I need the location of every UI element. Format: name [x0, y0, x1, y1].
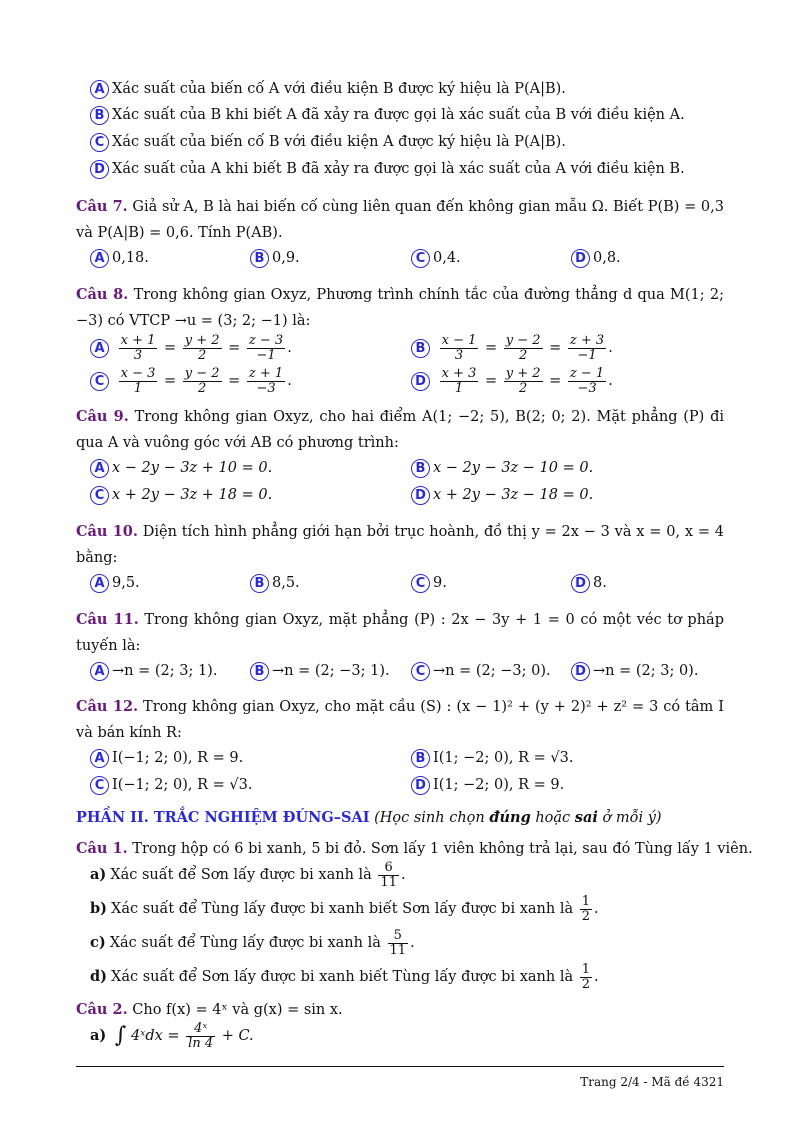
q9-option-a[interactable]	[90, 458, 272, 478]
fraction: $\frac{z + 1}{-3}$	[248, 365, 284, 396]
option-badge: A	[90, 749, 109, 768]
option-badge: D	[411, 776, 430, 795]
q12-option-a[interactable]	[90, 748, 243, 768]
p2q2-item-a[interactable]	[90, 1018, 254, 1054]
fraction: $\frac{x - 3}{1}$	[120, 365, 156, 396]
fraction: $\frac{5}{11}$	[389, 927, 407, 958]
option-text: I(−1; 2; 0), R = 9.	[112, 750, 244, 766]
q7-stem	[76, 194, 724, 246]
p2q2-stem	[76, 1001, 724, 1019]
option-text: x + 2y − 3z + 18 = 0.	[112, 487, 273, 503]
option-badge: B	[411, 749, 430, 768]
option-badge: B	[90, 106, 109, 125]
option-badge: B	[250, 662, 269, 681]
option-badge: B	[250, 574, 269, 593]
option-badge: A	[90, 80, 109, 99]
option-text: I(1; −2; 0), R = √3.	[433, 750, 574, 766]
q9-option-d[interactable]	[411, 485, 593, 505]
item-text: Xác suất để Tùng lấy được bi xanh biết Sơn lấy được bi xanh là	[111, 901, 574, 917]
option-badge: C	[90, 133, 109, 152]
question-text: Trong không gian Oxyz, cho mặt cầu (S) : (x − 1)² + (y + 2)² + z² = 3 có tâm I và bán kính R:	[76, 699, 724, 741]
q12-option-d[interactable]	[411, 775, 564, 795]
option-text: 0,18.	[112, 250, 149, 266]
option-badge: D	[571, 574, 590, 593]
q9-option-b[interactable]	[411, 458, 593, 478]
question-label: Câu 11.	[76, 611, 139, 628]
option-text: 9.	[433, 575, 447, 591]
fraction: $\frac{y + 2}{2}$	[505, 365, 541, 396]
section-title: PHẦN II. TRẮC NGHIỆM ĐÚNG–SAI	[76, 809, 370, 826]
q7-option-c[interactable]	[411, 248, 461, 268]
option-text: x − 2y − 3z + 10 = 0.	[112, 460, 273, 476]
fraction: $\frac{1}{2}$	[581, 893, 590, 924]
option-badge: C	[411, 574, 430, 593]
question-text: Trong không gian Oxyz, mặt phẳng (P) : 2x − 3y + 1 = 0 có một véc tơ pháp tuyến là:	[76, 612, 724, 654]
q6-option-b[interactable]	[90, 105, 685, 125]
option-badge: D	[571, 662, 590, 681]
option-badge: D	[571, 249, 590, 268]
option-text: 8,5.	[272, 575, 300, 591]
fraction: $\frac{x + 1}{3}$	[120, 332, 156, 363]
q8-option-c[interactable]: C $\frac{x - 3}{1}$ = $\frac{y - 2}{2}$ = $\frac{z + 1}{-3}$ .	[90, 361, 292, 401]
q8-option-d[interactable]: D $\frac{x + 3}{1}$ = $\frac{y + 2}{2}$ = $\frac{z - 1}{-3}$ .	[411, 361, 613, 401]
q11-option-b[interactable]	[250, 661, 390, 681]
option-text: Xác suất của biến cố A với điều kiện B được ký hiệu là P(A|B).	[112, 81, 566, 97]
question-text: Giả sử A, B là hai biến cố cùng liên quan đến không gian mẫu Ω. Biết P(B) = 0,3 và P(A|B) = 0,6. Tính P(AB).	[76, 199, 724, 241]
q7-option-a[interactable]	[90, 248, 149, 268]
fraction: $\frac{1}{2}$	[581, 961, 590, 992]
option-text: →n = (2; −3; 0).	[433, 663, 551, 679]
q10-option-d[interactable]	[571, 573, 607, 593]
option-badge: B	[411, 459, 430, 478]
option-text: x − 2y − 3z − 10 = 0.	[433, 460, 594, 476]
q11-option-a[interactable]	[90, 661, 217, 681]
q7-option-b[interactable]	[250, 248, 300, 268]
q12-option-c[interactable]	[90, 775, 252, 795]
q10-option-a[interactable]	[90, 573, 140, 593]
option-badge: D	[411, 372, 430, 391]
q10-option-b[interactable]	[250, 573, 300, 593]
question-label: Câu 1.	[76, 840, 128, 857]
question-text: Diện tích hình phẳng giới hạn bởi trục hoành, đồ thị y = 2x − 3 và x = 0, x = 4 bằng:	[76, 524, 724, 566]
option-text: x + 2y − 3z − 18 = 0.	[433, 487, 594, 503]
item-text: Xác suất để Sơn lấy được bi xanh là	[110, 867, 372, 883]
q6-option-d[interactable]	[90, 159, 685, 179]
item-text: Xác suất để Tùng lấy được bi xanh là	[109, 935, 381, 951]
q6-option-c[interactable]	[90, 132, 566, 152]
p2q1-item-a[interactable]: a) Xác suất để Sơn lấy được bi xanh là $\frac{6}{11}$ .	[90, 859, 406, 890]
q8-option-a[interactable]: A $\frac{x + 1}{3}$ = $\frac{y + 2}{2}$ = $\frac{z - 3}{-1}$ .	[90, 328, 292, 368]
option-text: Xác suất của biến cố B với điều kiện A được ký hiệu là P(A|B).	[112, 134, 566, 150]
option-text: I(1; −2; 0), R = 9.	[433, 777, 565, 793]
q11-stem	[76, 607, 724, 659]
option-badge: A	[90, 339, 109, 358]
option-text: I(−1; 2; 0), R = √3.	[112, 777, 253, 793]
option-text: Xác suất của B khi biết A đã xảy ra được gọi là xác suất của B với điều kiện A.	[112, 107, 685, 123]
footer-divider	[76, 1066, 724, 1067]
option-badge: C	[90, 776, 109, 795]
option-badge: B	[250, 249, 269, 268]
part2-heading	[76, 809, 724, 827]
question-label: Câu 8.	[76, 286, 129, 303]
item-key: a)	[90, 1027, 107, 1044]
option-text: 0,8.	[593, 250, 621, 266]
option-badge: A	[90, 574, 109, 593]
item-key: a)	[90, 866, 107, 883]
integral-sign: ∫	[114, 1023, 127, 1048]
question-label: Câu 2.	[76, 1001, 128, 1018]
option-badge: C	[90, 372, 109, 391]
option-text: 0,4.	[433, 250, 461, 266]
q9-option-c[interactable]	[90, 485, 272, 505]
item-key: b)	[90, 900, 107, 917]
item-key: d)	[90, 968, 107, 985]
fraction: $\frac{y - 2}{2}$	[184, 365, 220, 396]
question-label: Câu 7.	[76, 198, 128, 215]
q12-stem	[76, 694, 724, 746]
q8-option-b[interactable]: B $\frac{x - 1}{3}$ = $\frac{y - 2}{2}$ = $\frac{z + 3}{-1}$ .	[411, 328, 613, 368]
q10-stem	[76, 519, 724, 571]
option-badge: D	[90, 160, 109, 179]
fraction: $\frac{\text{4ˣ}}{\ln 4}$	[188, 1020, 214, 1051]
fraction: $\frac{z - 3}{-1}$	[248, 332, 284, 363]
q8-stem	[76, 282, 724, 334]
option-badge: C	[411, 249, 430, 268]
q6-option-a[interactable]	[90, 79, 566, 99]
option-text: →n = (2; −3; 1).	[272, 663, 390, 679]
p2q1-stem	[76, 840, 753, 858]
option-badge: A	[90, 459, 109, 478]
q11-option-d[interactable]	[571, 661, 698, 681]
option-badge: B	[411, 339, 430, 358]
option-text: 9,5.	[112, 575, 140, 591]
question-label: Câu 10.	[76, 523, 138, 540]
q9-stem	[76, 404, 724, 456]
option-text: 0,9.	[272, 250, 300, 266]
fraction: $\frac{y - 2}{2}$	[505, 332, 541, 363]
fraction: $\frac{x + 3}{1}$	[441, 365, 477, 396]
q12-option-b[interactable]	[411, 748, 573, 768]
q11-option-c[interactable]	[411, 661, 551, 681]
option-text: →n = (2; 3; 1).	[112, 663, 218, 679]
question-label: Câu 9.	[76, 408, 129, 425]
fraction: $\frac{z + 3}{-1}$	[569, 332, 605, 363]
item-text: Xác suất để Sơn lấy được bi xanh biết Tùng lấy được bi xanh là	[111, 969, 574, 985]
question-text: Trong không gian Oxyz, cho hai điểm A(1; −2; 5), B(2; 0; 2). Mặt phẳng (P) đi qua A và vuông góc với AB có phương trình:	[76, 409, 724, 451]
item-tail: + C.	[221, 1028, 254, 1044]
option-badge: A	[90, 662, 109, 681]
item-key: c)	[90, 934, 106, 951]
q10-option-c[interactable]	[411, 573, 447, 593]
p2q1-item-c[interactable]: c) Xác suất để Tùng lấy được bi xanh là $\frac{5}{11}$ .	[90, 927, 415, 958]
fraction: $\frac{x - 1}{3}$	[441, 332, 477, 363]
option-text: Xác suất của A khi biết B đã xảy ra được gọi là xác suất của A với điều kiện B.	[112, 161, 685, 177]
fraction: $\frac{6}{11}$	[380, 859, 397, 890]
option-badge: A	[90, 249, 109, 268]
option-text: →n = (2; 3; 0).	[593, 663, 699, 679]
section-hint: (Học sinh chọn đúng hoặc sai ở mỗi ý)	[374, 809, 662, 826]
q7-option-d[interactable]	[571, 248, 621, 268]
option-badge: D	[411, 486, 430, 505]
fraction: $\frac{z - 1}{-3}$	[569, 365, 605, 396]
page-footer: Trang 2/4 - Mã đề 4321	[580, 1075, 724, 1089]
option-badge: C	[90, 486, 109, 505]
item-text: 4ˣdx =	[130, 1028, 180, 1044]
fraction: $\frac{y + 2}{2}$	[184, 332, 220, 363]
option-badge: C	[411, 662, 430, 681]
p2q1-item-b[interactable]: b) Xác suất để Tùng lấy được bi xanh biết Sơn lấy được bi xanh là $\frac{1}{2}$ .	[90, 893, 599, 924]
question-text: Trong không gian Oxyz, Phương trình chính tắc của đường thẳng d qua M(1; 2; −3) có VTCP →u = (3; 2; −1) là:	[76, 287, 724, 329]
p2q1-item-d[interactable]: d) Xác suất để Sơn lấy được bi xanh biết Tùng lấy được bi xanh là $\frac{1}{2}$ .	[90, 961, 599, 992]
question-text: Cho f(x) = 4ˣ và g(x) = sin x.	[132, 1002, 343, 1018]
question-text: Trong hộp có 6 bi xanh, 5 bi đỏ. Sơn lấy 1 viên không trả lại, sau đó Tùng lấy 1 viên.	[132, 841, 753, 857]
option-text: 8.	[593, 575, 607, 591]
question-label: Câu 12.	[76, 698, 139, 715]
